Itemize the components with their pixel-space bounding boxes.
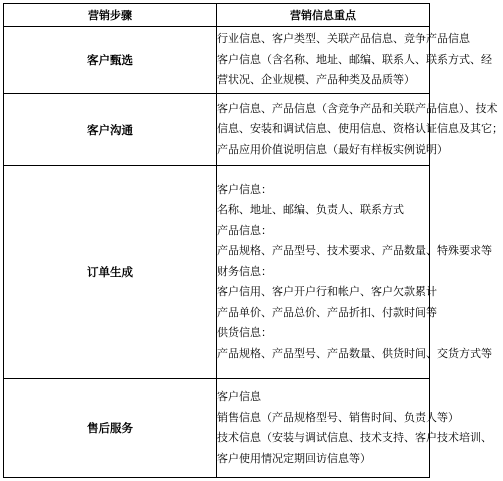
info-line: 客户信息 [217,390,261,403]
info-line: 产品信息： [217,223,272,237]
table-row [4,94,430,166]
info-line: 供货信息： [217,326,272,340]
table-row [4,166,430,379]
table-header-row [4,4,430,27]
info-line: 信息、安装和调试信息、使用信息、资格认证信息及其它； [217,122,503,136]
info-line: 技术信息（安装与调试信息、技术支持、客户技术培训、 [217,431,492,444]
info-line: 客户信用、客户开户行和帐户、客户欠款累计 [217,285,437,299]
info-cell [217,94,503,166]
header-step: 营销步骤 [4,4,217,27]
info-line: 产品规格、产品型号、产品数量、供货时间、交货方式等 [217,346,492,360]
info-line: 客户信息、产品信息（含竞争产品和关联产品信息）、技术 [217,101,498,115]
info-line: 产品单价、产品总价、产品折扣、付款时间等 [217,305,437,319]
header-info: 营销信息重点 [217,4,430,27]
info-line: 行业信息、客户类型、关联产品信息、竞争产品信息 [217,32,470,46]
info-cell [217,27,492,94]
info-line: 名称、地址、邮编、负责人、联系方式 [217,203,404,217]
step-label: 售后服务 [4,379,217,478]
step-label: 客户甄选 [4,27,217,94]
table-row [4,27,430,94]
info-line: 产品规格、产品型号、技术要求、产品数量、特殊要求等 [217,244,492,258]
marketing-info-table [3,3,503,478]
table-row [4,379,430,478]
info-line: 财务信息： [217,264,272,278]
info-cell [217,166,492,379]
info-cell [217,379,492,478]
step-label: 订单生成 [4,166,217,379]
info-line: 客户信息（含名称、地址、邮编、联系人、联系方式、经 [217,52,492,66]
info-line: 销售信息（产品规格型号、销售时间、负责人等） [217,410,459,424]
info-line: 营状况、企业规模、产品种类及品质等） [217,73,415,87]
step-label: 客户沟通 [4,94,217,166]
info-line: 产品应用价值说明信息（最好有样板实例说明） [217,142,448,156]
info-line: 客户信息： [217,182,272,196]
info-line: 客户使用情况定期回访信息等） [217,451,371,465]
